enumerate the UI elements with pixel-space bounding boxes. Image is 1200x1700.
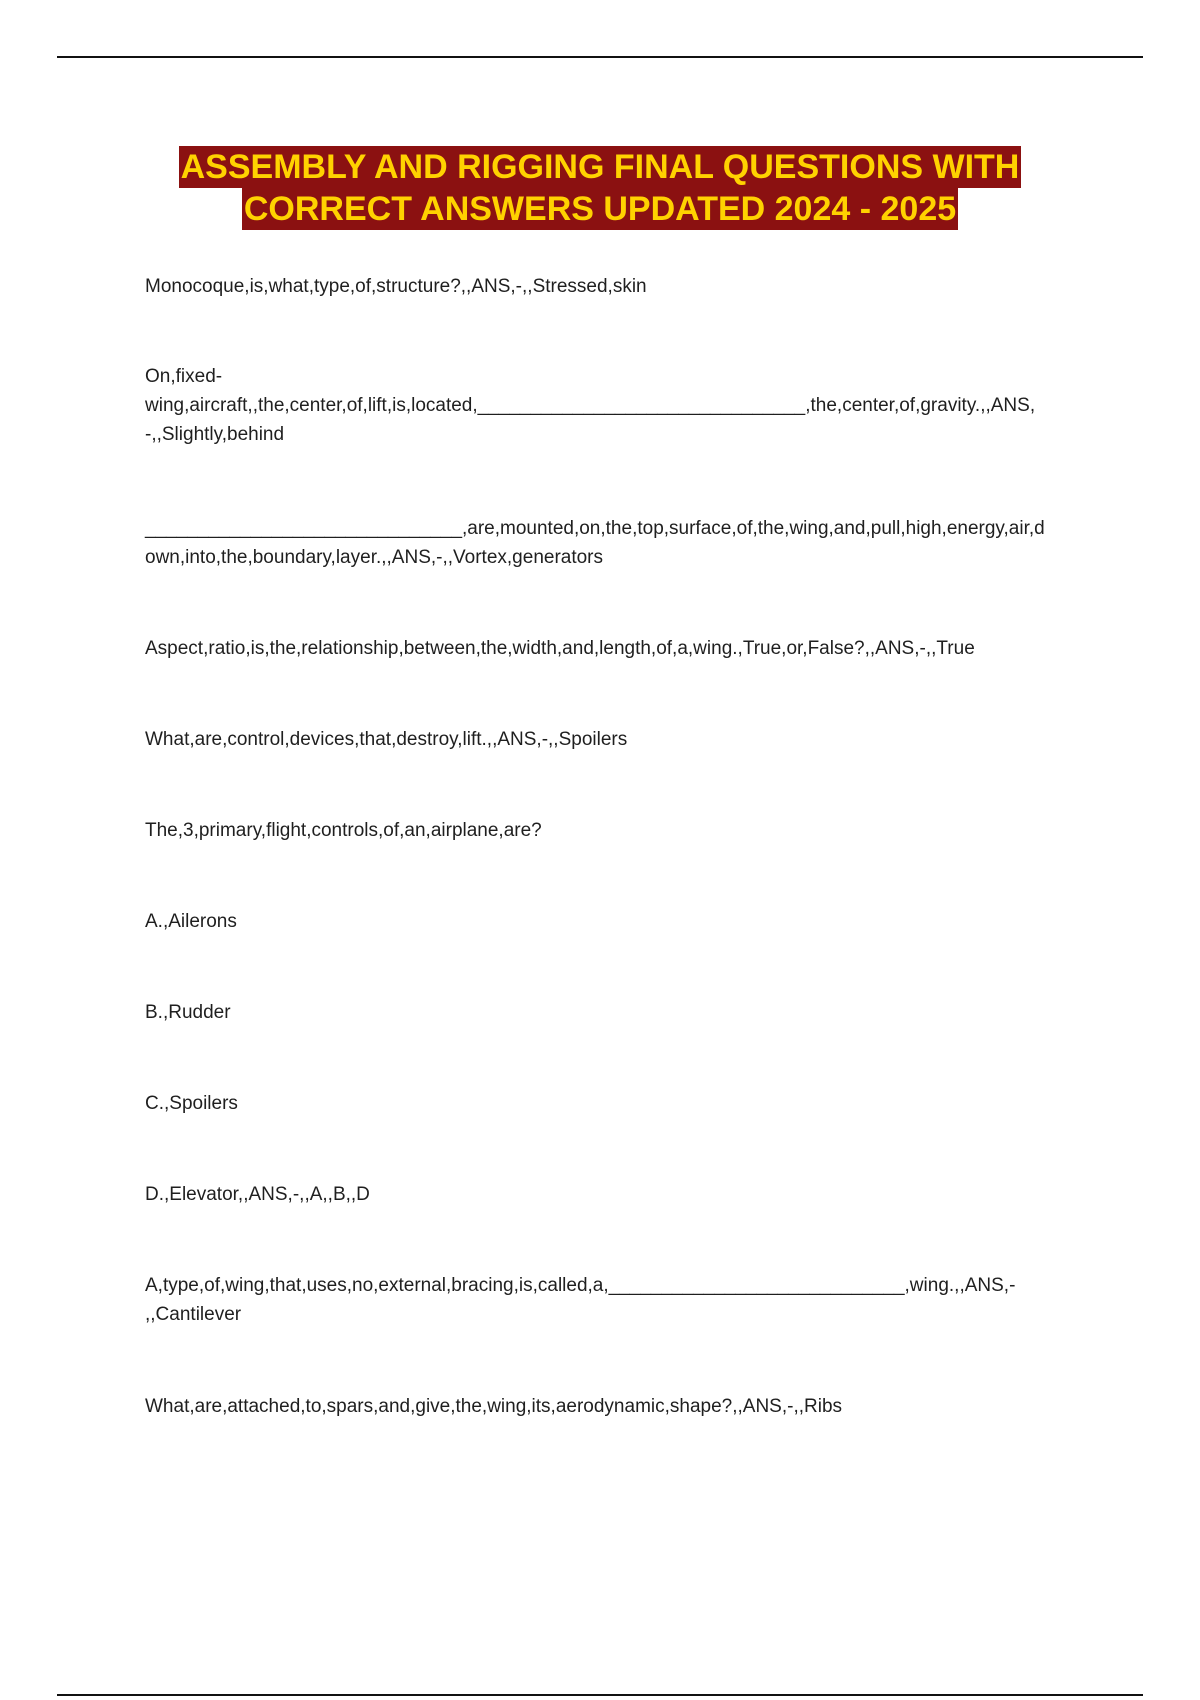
question-text: -,,Slightly,behind [145,424,285,445]
document-title [60,146,1140,230]
option-text: B.,Rudder [145,1002,231,1023]
question-text: The,3,primary,flight,controls,of,an,airplane,are? [145,820,542,841]
question-item-1 [145,272,1085,301]
question-text: Monocoque,is,what,type,of,structure?,,ANS,-,,Stressed,skin [145,276,647,297]
question-text: What,are,control,devices,that,destroy,lift.,,ANS,-,,Spoilers [145,729,628,750]
question-text: A,type,of,wing,that,uses,no,external,bracing,is,called,a,____________________________,wing.,,ANS,- [145,1275,1016,1296]
question-text: ,,Cantilever [145,1304,242,1325]
question-item-7 [145,1271,1085,1329]
answer-option-d [145,1180,1085,1209]
option-text: A.,Ailerons [145,911,237,932]
question-text: Aspect,ratio,is,the,relationship,between,the,width,and,length,of,a,wing.,True,or,False?,,ANS,-,,True [145,638,975,659]
question-text: On,fixed- [145,366,223,387]
answer-option-a [145,907,1085,936]
question-item-8 [145,1392,1085,1421]
question-text: own,into,the,boundary,layer.,,ANS,-,,Vortex,generators [145,547,604,568]
title-line-2: CORRECT ANSWERS UPDATED 2024 - 2025 [243,190,957,228]
answer-option-c [145,1089,1085,1118]
option-text: D.,Elevator,,ANS,-,,A,,B,,D [145,1184,370,1205]
question-text: What,are,attached,to,spars,and,give,the,wing,its,aerodynamic,shape?,,ANS,-,,Ribs [145,1396,843,1417]
question-text: wing,aircraft,,the,center,of,lift,is,located,_______________________________,the,center,of,gravity.,,ANS, [145,395,1036,416]
question-item-3 [145,514,1085,572]
question-item-2 [145,362,1085,449]
question-text: ______________________________,are,mounted,on,the,top,surface,of,the,wing,and,pull,high,energy,air,d [145,518,1045,539]
title-line-1: ASSEMBLY AND RIGGING FINAL QUESTIONS WITH [180,148,1020,186]
question-item-5 [145,725,1085,754]
top-rule [57,56,1143,58]
bottom-rule [57,1694,1143,1696]
question-item-6 [145,816,1085,845]
answer-option-b [145,998,1085,1027]
question-item-4 [145,634,1085,663]
option-text: C.,Spoilers [145,1093,238,1114]
